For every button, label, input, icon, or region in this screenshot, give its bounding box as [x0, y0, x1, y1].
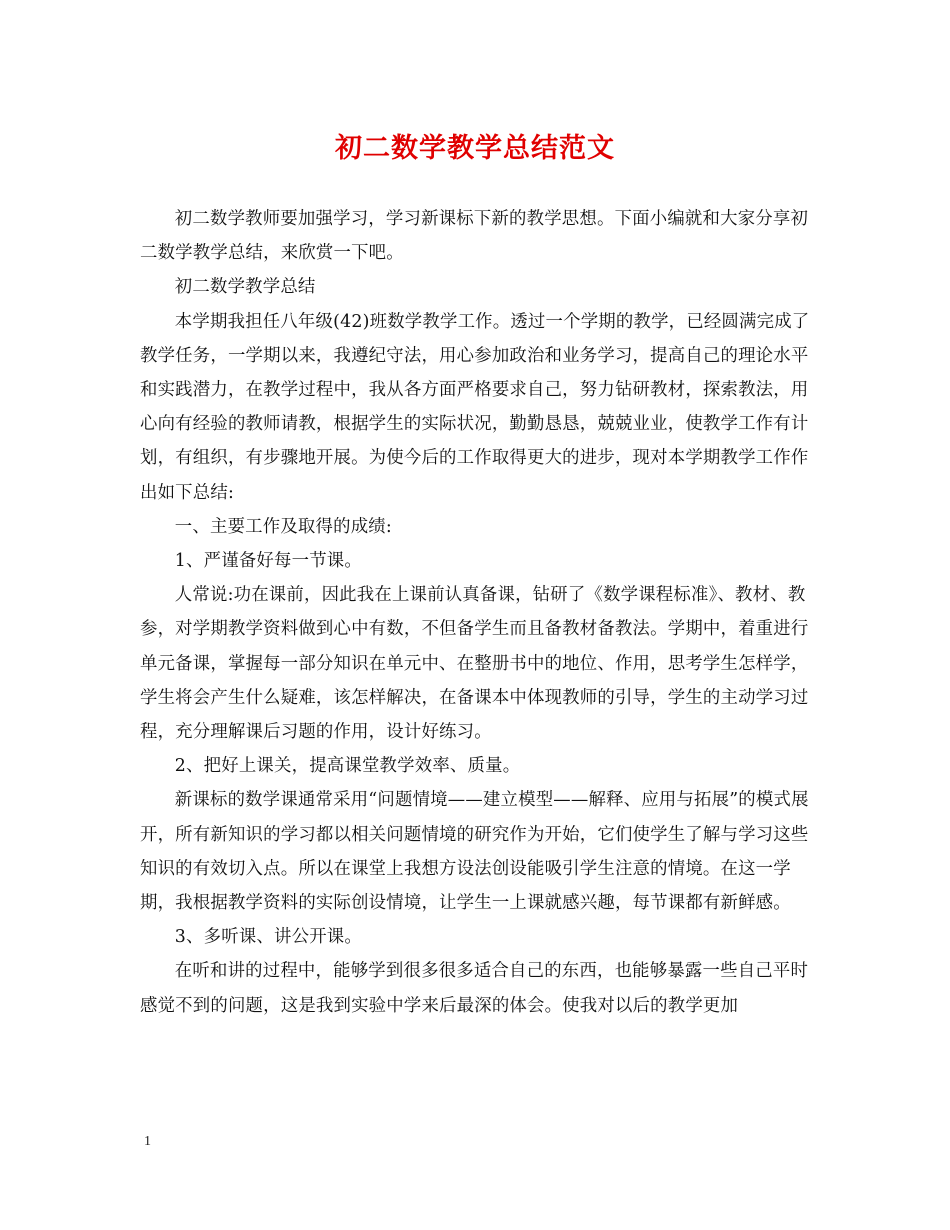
item-heading-class-quality: 2、把好上课关，提高课堂教学效率、质量。: [174, 756, 521, 777]
page-number: 1: [144, 1134, 151, 1149]
item-heading-prepare-lessons: 1、严谨备好每一节课。: [174, 551, 362, 572]
document-body: [140, 202, 820, 1023]
item-heading-observe-lessons: 3、多听课、讲公开课。: [174, 927, 362, 948]
paragraph-class-quality: 新课标的数学课通常采用“问题情境——建立模型——解释、应用与拓展”的模式展开，所有新知识的学习都以相关问题情境的研究作为开始，它们使学生了解与学习这些知识的有效切入点。所以在课堂上我想方设法创设能吸引学生注意的情境。在这一学期，我根据教学资料的实际创设情境，让学生一上课就感兴趣，每节课都有新鲜感。: [140, 790, 809, 914]
paragraph-observe-lessons: 在听和讲的过程中，能够学到很多很多适合自己的东西，也能够暴露一些自己平时感觉不到的问题，这是我到实验中学来后最深的体会。使我对以后的教学更加: [140, 961, 809, 1016]
paragraph-intro: 初二数学教师要加强学习，学习新课标下新的教学思想。下面小编就和大家分享初二数学教学总结，来欣赏一下吧。: [140, 209, 809, 264]
document-title: 初二数学教学总结范文: [335, 133, 615, 164]
paragraph-overview: 本学期我担任八年级(42)班数学教学工作。透过一个学期的教学，已经圆满完成了教学任务，一学期以来，我遵纪守法，用心参加政治和业务学习，提高自己的理论水平和实践潜力，在教学过程中，我从各方面严格要求自己，努力钻研教材，探索教法，用心向有经验的教师请教，根据学生的实际状况，勤勤恳恳，兢兢业业，使教学工作有计划，有组织，有步骤地开展。为使今后的工作取得更大的进步，现对本学期教学工作作出如下总结:: [140, 311, 810, 503]
paragraph-prepare-lessons: 人常说:功在课前，因此我在上课前认真备课，钻研了《数学课程标准》、教材、教参，对学期教学资料做到心中有数，不但备学生而且备教材备教法。学期中，着重进行单元备课，掌握每一部分知识在单元中、在整册书中的地位、作用，思考学生怎样学，学生将会产生什么疑难，该怎样解决，在备课本中体现教师的引导，学生的主动学习过程，充分理解课后习题的作用，设计好练习。: [140, 585, 809, 743]
paragraph-subtitle: 初二数学教学总结: [174, 277, 316, 298]
section-heading-main-work: 一、主要工作及取得的成绩:: [174, 516, 392, 537]
